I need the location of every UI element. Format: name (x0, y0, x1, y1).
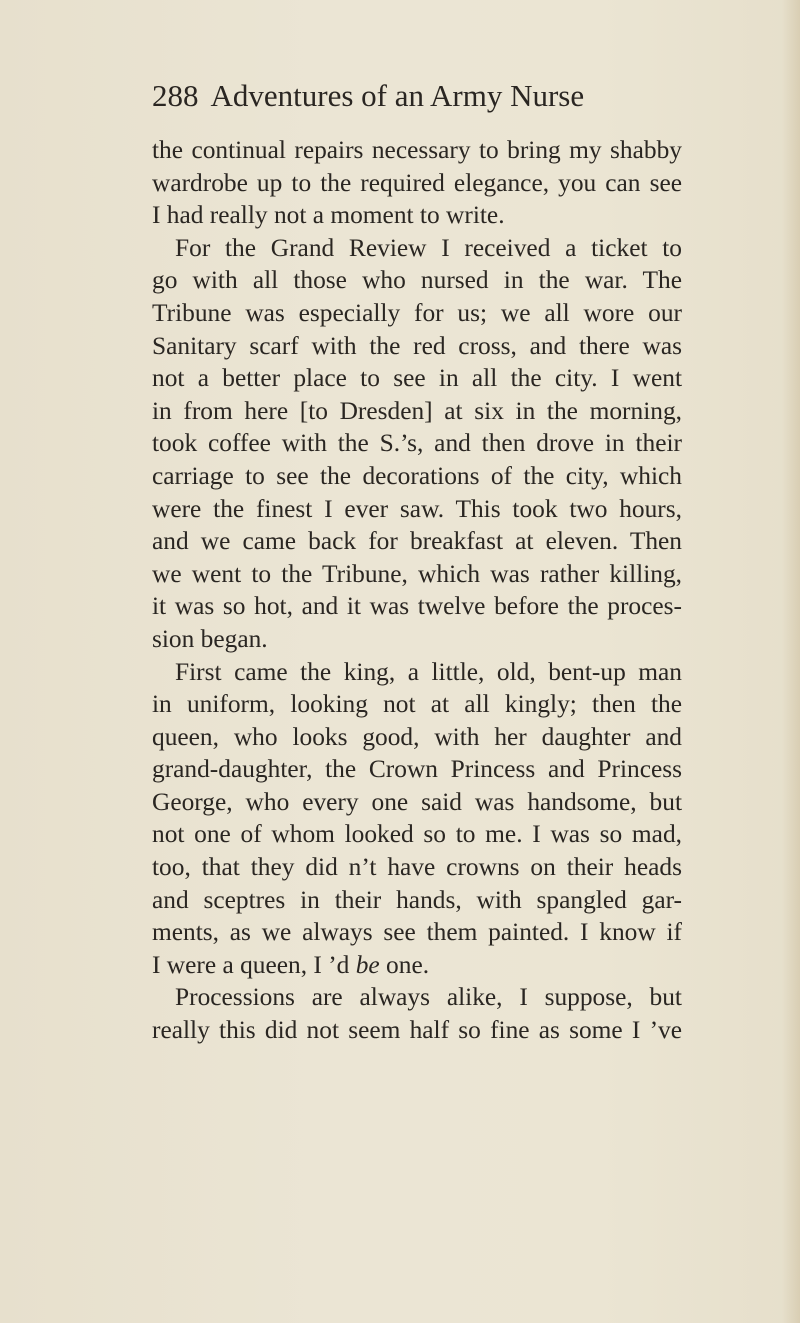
text-line: were the finest I ever saw. This took two hours, (152, 494, 682, 523)
text-line: queen, who looks good, with her daughter and (152, 722, 682, 751)
text-line: in uniform, looking not at all kingly; then the (152, 690, 682, 719)
text-line: and we came back for breakfast at eleven. Then (152, 527, 682, 556)
paragraph-start-line: For the Grand Review I received a ticket to (175, 233, 682, 262)
running-title: Adventures of an Army Nurse (210, 78, 585, 113)
text-line: took coffee with the S.’s, and then drove in their (152, 429, 682, 458)
text-line: ments, as we always see them painted. I know if (152, 918, 682, 947)
text-line: Sanitary scarf with the red cross, and there was (152, 331, 682, 360)
text-line: Tribune was especially for us; we all wore our (152, 298, 682, 327)
text-line: we went to the Tribune, which was rather killing, (152, 559, 682, 588)
text-line: the continual repairs necessary to bring my shabby (152, 136, 682, 164)
text-line: I had really not a moment to write. (152, 201, 505, 230)
text-fragment: one. (379, 950, 430, 979)
text-line: wardrobe up to the required elegance, you can see (152, 168, 682, 197)
page-edge-shading (782, 0, 800, 1323)
paragraph-start-line: First came the king, a little, old, bent-up man (175, 657, 682, 686)
running-header (152, 74, 672, 118)
text-line: go with all those who nursed in the war. The (152, 266, 682, 295)
text-line: too, that they did n’t have crowns on their heads (152, 853, 682, 882)
text-line (152, 949, 682, 982)
text-line: in from here [to Dresden] at six in the morning, (152, 396, 682, 425)
text-line: it was so hot, and it was twelve before the proces- (152, 592, 682, 621)
text-line: and sceptres in their hands, with spangled gar- (152, 885, 682, 914)
text-line: really this did not seem half so fine as some I ’ve (152, 1016, 682, 1045)
text-line: not a better place to see in all the city. I went (152, 364, 682, 393)
text-line: George, who every one said was handsome, but (152, 787, 682, 816)
text-line: grand-daughter, the Crown Princess and Princess (152, 755, 682, 784)
paragraph-start-line: Processions are always alike, I suppose, but (175, 983, 682, 1012)
body-text (152, 134, 682, 1047)
text-line: not one of whom looked so to me. I was so mad, (152, 820, 682, 849)
italic-emphasis: be (355, 950, 380, 979)
text-fragment: I were a queen, I ’d (152, 950, 356, 979)
text-line: sion began. (152, 624, 268, 653)
page-number: 288 (152, 78, 199, 113)
text-line: carriage to see the decorations of the city, which (152, 461, 682, 490)
